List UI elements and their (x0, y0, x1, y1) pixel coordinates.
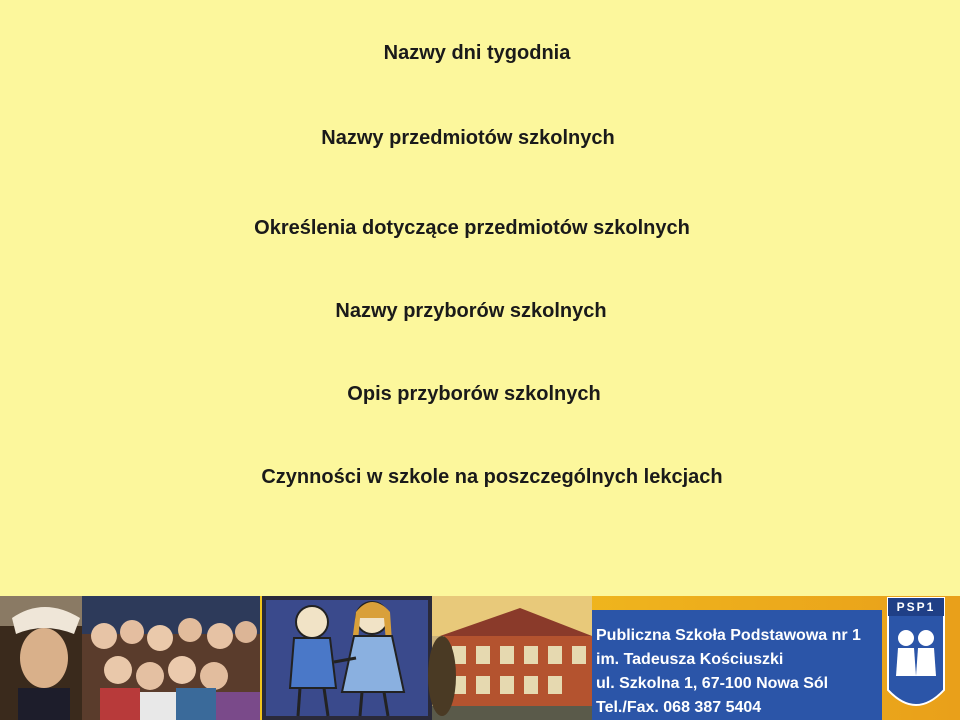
school-address: ul. Szkolna 1, 67-100 Nowa Sól (596, 675, 829, 692)
logo-label: PSP1 (896, 600, 936, 614)
link-days-of-week[interactable]: Nazwy dni tygodnia (383, 42, 571, 64)
link-school-supplies[interactable]: Nazwy przyborów szkolnych (335, 300, 607, 322)
school-patron: im. Tadeusza Kościuszki (596, 651, 784, 668)
link-subject-descriptions[interactable]: Określenia dotyczące przedmiotów szkolnych (254, 217, 690, 239)
school-info (596, 624, 896, 720)
students-photo (82, 596, 260, 720)
link-school-subjects[interactable]: Nazwy przedmiotów szkolnych (321, 127, 615, 149)
kosciuszko-portrait (0, 596, 82, 720)
school-phone: Tel./Fax. 068 387 5404 (596, 699, 762, 716)
school-building-photo (428, 596, 592, 720)
childrens-drawing (262, 596, 432, 720)
school-logo (888, 598, 944, 705)
link-school-activities[interactable]: Czynności w szkole na poszczególnych lekcjach (261, 466, 723, 488)
school-name: Publiczna Szkoła Podstawowa nr 1 (596, 627, 861, 644)
link-supplies-description[interactable]: Opis przyborów szkolnych (347, 383, 601, 405)
